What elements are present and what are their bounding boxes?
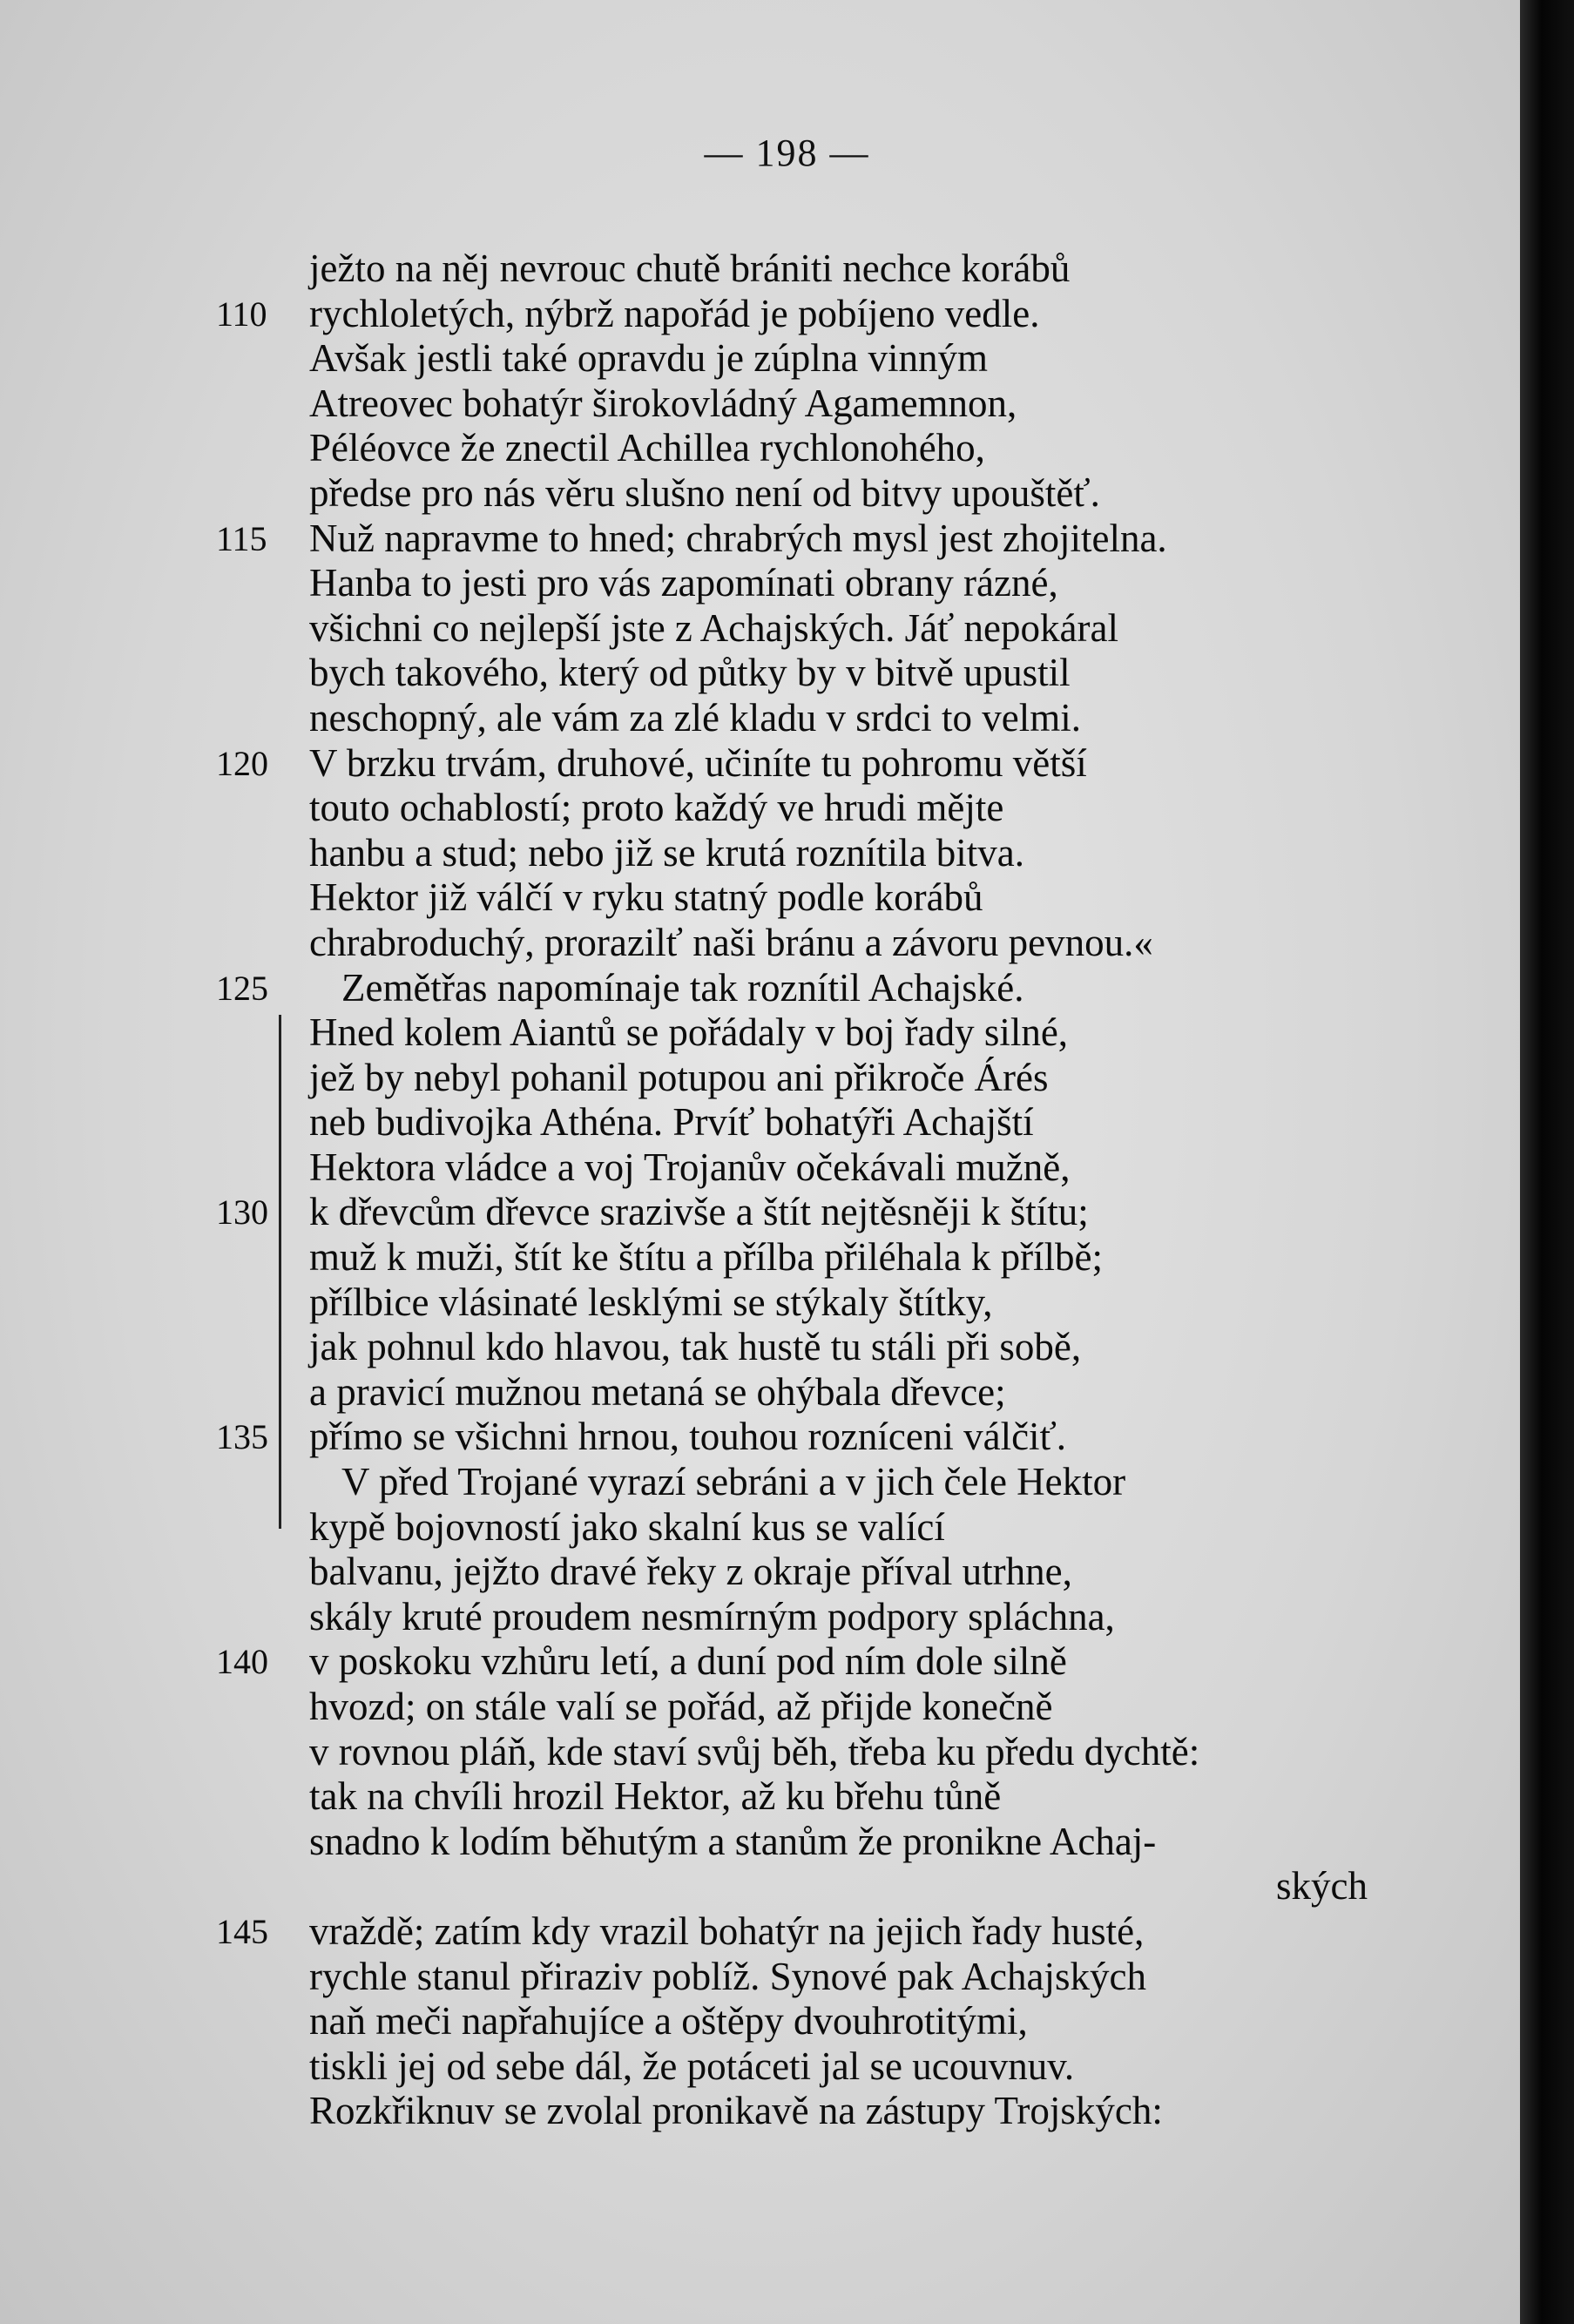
line-text: V před Trojané vyrazí sebráni a v jich čele Hektor	[341, 1460, 1126, 1504]
verse-line	[0, 651, 1520, 696]
verse-line	[0, 1010, 1520, 1056]
verse-line	[0, 1909, 1520, 1955]
verse-line	[0, 1685, 1520, 1730]
verse-line	[0, 336, 1520, 382]
verse-line	[0, 382, 1520, 427]
line-text: V brzku trvám, druhové, učiníte tu pohromu větší	[309, 740, 1087, 785]
line-text: ských	[1276, 1864, 1368, 1909]
verse-line	[0, 1999, 1520, 2044]
line-text: snadno k lodím běhutým a stanům že pronikne Achaj-	[309, 1819, 1157, 1863]
line-text: v poskoku vzhůru letí, a duní pod ním dole silně	[309, 1639, 1067, 1684]
verse-line	[0, 875, 1520, 921]
line-text: přímo se všichni hrnou, touhou rozníceni válčiť.	[309, 1415, 1067, 1459]
line-text: Hektora vládce a voj Trojanův očekávali mužně,	[309, 1145, 1071, 1189]
book-spine-edge	[1520, 0, 1574, 2324]
line-text: v rovnou pláň, kde staví svůj běh, třeba ku předu dychtě:	[309, 1729, 1200, 1773]
line-text: muž k muži, štít ke štítu a přílba přiléhala k přílbě;	[309, 1235, 1104, 1280]
verse-line	[0, 1730, 1520, 1775]
verse-line	[0, 561, 1520, 606]
verse-line	[0, 741, 1520, 787]
line-text: bych takového, který od půtky by v bitvě upustil	[309, 651, 1071, 695]
verse-line	[0, 1505, 1520, 1550]
verse-line	[0, 1325, 1520, 1370]
verse-line	[0, 426, 1520, 471]
line-text: hanbu a stud; nebo již se krutá roznítila bitva.	[309, 830, 1025, 875]
line-text: tak na chvíli hrozil Hektor, až ku břehu tůně	[309, 1774, 1002, 1819]
line-text: Hned kolem Aiantů se pořádaly v boj řady silné,	[309, 1010, 1069, 1055]
line-text: všichni co nejlepší jste z Achajských. Jáť nepokáral	[309, 605, 1118, 650]
verse-line	[0, 292, 1520, 337]
line-text: jak pohnul kdo hlavou, tak hustě tu stáli při sobě,	[309, 1325, 1082, 1369]
line-text: hvozd; on stále valí se pořád, až přijde konečně	[309, 1685, 1053, 1728]
line-text: rychle stanul přiraziv poblíž. Synové pak Achajských	[309, 1954, 1146, 1998]
verse-line	[0, 921, 1520, 966]
line-text: ježto na něj nevrouc chutě brániti nechce korábů	[309, 247, 1071, 290]
line-text: touto ochablostí; proto každý ve hrudi mějte	[309, 786, 1004, 830]
line-number: 115	[216, 518, 267, 558]
verse-line	[0, 1639, 1520, 1685]
verse-line	[0, 831, 1520, 876]
verse-line	[0, 1056, 1520, 1101]
verse-line	[0, 2044, 1520, 2090]
line-number: 135	[216, 1417, 268, 1457]
verse-line	[0, 1235, 1520, 1280]
line-text: k dřevcům dřevce srazivše a štít nejtěsněji k štítu;	[309, 1190, 1089, 1234]
line-text: rychloletých, nýbrž napořád je pobíjeno vedle.	[309, 291, 1040, 335]
verse-line	[0, 1955, 1520, 2000]
verse-line	[0, 696, 1520, 741]
line-number: 110	[216, 294, 267, 334]
line-number: 145	[216, 1911, 268, 1951]
line-text: Hektor již válčí v ryku statný podle korábů	[309, 875, 983, 920]
verse-line	[0, 1460, 1520, 1505]
line-text: chrabroduchý, prorazilť naši bránu a závoru pevnou.«	[309, 920, 1153, 964]
line-text: neschopný, ale vám za zlé kladu v srdci to velmi.	[309, 695, 1081, 740]
line-text: a pravicí mužnou metaná se ohýbala dřevce;	[309, 1369, 1006, 1414]
line-number: 125	[216, 968, 268, 1008]
verse-line	[0, 1145, 1520, 1191]
line-text: Nuž napravme to hned; chrabrých mysl jest zhojitelna.	[309, 516, 1167, 560]
line-text: vraždě; zatím kdy vrazil bohatýr na jejich řady husté,	[309, 1909, 1145, 1953]
line-text: kypě bojovností jako skalní kus se valící	[309, 1504, 945, 1549]
line-text: předse pro nás věru slušno není od bitvy upouštěť.	[309, 470, 1100, 515]
verse-line	[0, 1190, 1520, 1235]
line-text: Rozkřiknuv se zvolal pronikavě na zástupy Trojských:	[309, 2089, 1163, 2133]
line-text: tiskli jej od sebe dál, že potáceti jal se ucouvnuv.	[309, 2044, 1075, 2088]
verse-line	[0, 966, 1520, 1011]
verse-line	[0, 1595, 1520, 1640]
line-text: Zemětřas napomínaje tak roznítil Achajské.	[341, 965, 1024, 1010]
line-text: Avšak jestli také opravdu je zúplna vinným	[309, 336, 988, 381]
verse-line	[0, 517, 1520, 562]
line-number: 120	[216, 743, 268, 783]
line-number: 140	[216, 1642, 268, 1682]
verse-line	[0, 606, 1520, 652]
verse-line	[0, 247, 1520, 292]
page-number: — 198 —	[704, 132, 870, 174]
line-text: jež by nebyl pohanil potupou ani přikroče Árés	[309, 1055, 1049, 1099]
verse-line	[0, 786, 1520, 831]
line-text: Péléovce že znectil Achillea rychlonohého,	[309, 426, 985, 470]
verse-text	[0, 247, 1520, 2134]
line-text: Hanba to jesti pro vás zapomínati obrany rázné,	[309, 561, 1058, 605]
verse-line	[0, 1820, 1520, 1865]
verse-line	[0, 1100, 1520, 1145]
line-text: balvanu, jejžto dravé řeky z okraje příval utrhne,	[309, 1550, 1072, 1594]
line-text: Atreovec bohatýr širokovládný Agamemnon,	[309, 381, 1017, 425]
verse-line	[0, 1415, 1520, 1460]
verse-line	[0, 1370, 1520, 1415]
verse-line	[0, 2089, 1520, 2134]
verse-line	[0, 471, 1520, 517]
line-text: naň meči napřahujíce a oštěpy dvouhrotitými,	[309, 1999, 1028, 2044]
verse-line	[0, 1864, 1520, 1909]
line-number: 130	[216, 1192, 268, 1233]
verse-line	[0, 1774, 1520, 1820]
line-text: neb budivojka Athéna. Prvíť bohatýři Achajští	[309, 1100, 1034, 1145]
verse-line	[0, 1550, 1520, 1595]
line-text: přílbice vlásinaté lesklými se stýkaly štítky,	[309, 1280, 993, 1324]
line-text: skály kruté proudem nesmírným podpory spláchna,	[309, 1594, 1115, 1638]
verse-line	[0, 1280, 1520, 1326]
